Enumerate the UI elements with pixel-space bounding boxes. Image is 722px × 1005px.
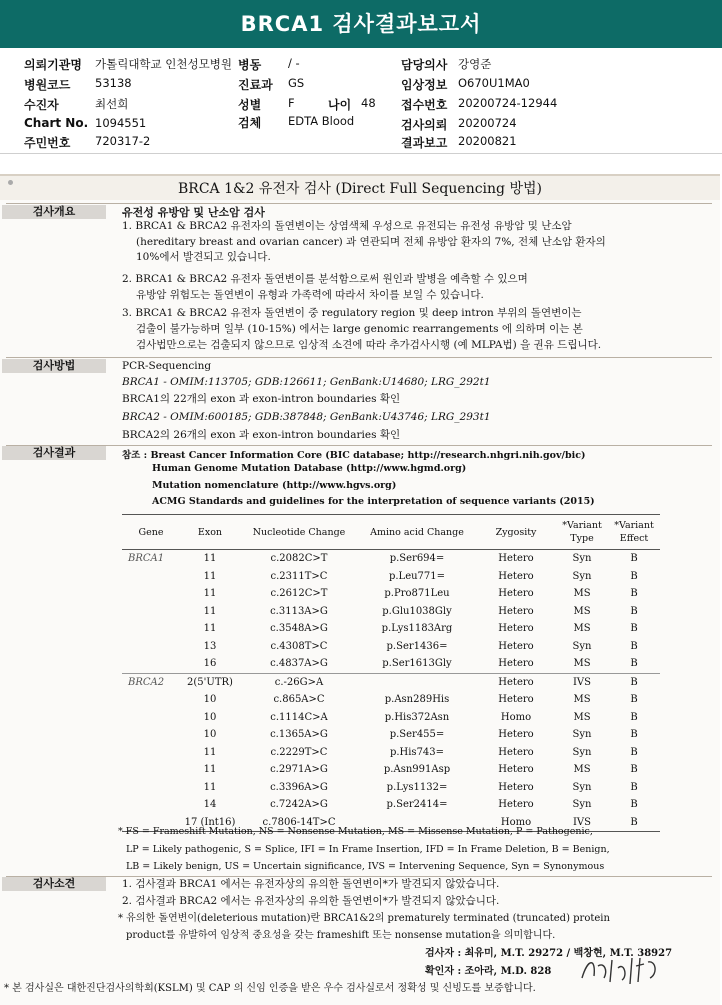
cell-nucleotide: c.7242A>G — [270, 799, 328, 811]
footnote-line: LP = Likely pathogenic, S = Splice, IFI = In Frame Insertion, IFD = In Frame Deletion, B = Benign, — [126, 844, 610, 855]
cell-zygosity: Hetero — [498, 729, 534, 741]
method-line: PCR-Sequencing — [122, 360, 212, 372]
cell-variant-type: MS — [573, 764, 591, 776]
age-label: 나이 — [328, 98, 352, 112]
overview-line: 2. BRCA1 & BRCA2 유전자 돌연변이를 분석함으로써 원인과 발병을 예측할 수 있으며 — [122, 273, 528, 285]
cell-variant-type: MS — [573, 605, 591, 617]
info-value: 53138 — [95, 76, 132, 90]
cell-variant-effect: B — [630, 605, 638, 617]
cell-exon: 10 — [203, 694, 217, 706]
cell-amino-acid: p.Asn289His — [384, 694, 450, 706]
col-header-zygosity: Zygosity — [476, 515, 556, 550]
method-line: BRCA1의 22개의 exon 과 exon-intron boundaries 확인 — [122, 393, 401, 405]
cell-gene — [122, 744, 180, 762]
cell-nucleotide: c.2612C>T — [270, 588, 328, 600]
cell-variant-type: MS — [573, 588, 591, 600]
cell-exon: 2(5'UTR) — [180, 673, 240, 691]
overview-line: 유방암 위험도는 돌연변이 유형과 가족력에 따라서 차이를 보일 수 있습니다. — [136, 289, 484, 301]
cell-nucleotide: c.2229T>C — [270, 746, 328, 758]
table-row — [122, 691, 660, 709]
info-label: Chart No. — [24, 116, 89, 130]
cell-variant-type: Syn — [572, 570, 592, 582]
cell-amino-acid: p.His743= — [389, 746, 445, 758]
info-value: 가톨릭대학교 인천성모병원 — [95, 57, 232, 71]
cell-exon: 17 (Int16) — [184, 816, 236, 828]
cell-gene — [122, 779, 180, 797]
cell-nucleotide: c.3396A>G — [270, 781, 328, 793]
header-divider — [0, 153, 722, 154]
col-header-variant-type: *Variant Type — [556, 515, 608, 550]
cell-zygosity: Hetero — [498, 658, 534, 670]
cell-amino-acid: p.Lys1132= — [386, 781, 448, 793]
cell-variant-type: IVS — [556, 673, 608, 691]
info-value: 720317-2 — [95, 134, 151, 148]
cell-exon: 11 — [203, 746, 217, 758]
cell-gene — [122, 620, 180, 638]
cell-amino-acid: p.Leu771= — [388, 570, 446, 582]
table-row — [122, 655, 660, 673]
cell-variant-type: Syn — [572, 799, 592, 811]
dept-value: GS — [288, 76, 305, 90]
info-label: 수진자 — [24, 98, 59, 112]
cell-variant-effect: B — [630, 764, 638, 776]
cell-variant-type: MS — [573, 711, 591, 723]
cell-exon: 14 — [203, 799, 217, 811]
cell-gene: BRCA1 — [128, 553, 165, 565]
cell-nucleotide: c.1365A>G — [270, 729, 328, 741]
cell-variant-effect: B — [630, 746, 638, 758]
cell-exon: 11 — [203, 623, 217, 635]
reference-line: Human Genome Mutation Database (http://www.hgmd.org) — [152, 463, 467, 474]
cell-amino-acid: p.Ser694= — [389, 553, 445, 565]
cell-nucleotide: c.3548A>G — [270, 623, 328, 635]
cell-amino-acid: p.Pro871Leu — [384, 588, 450, 600]
cell-variant-type: Syn — [572, 746, 592, 758]
cell-amino-acid: p.Lys1183Arg — [381, 623, 453, 635]
cell-nucleotide: c.4837A>G — [270, 658, 328, 670]
cell-zygosity: Hetero — [498, 553, 534, 565]
cell-variant-type: MS — [573, 623, 591, 635]
cell-gene — [122, 761, 180, 779]
cell-exon: 11 — [203, 605, 217, 617]
method-line: BRCA2의 26개의 exon 과 exon-intron boundaries 확인 — [122, 429, 401, 441]
cell-gene — [122, 709, 180, 727]
cell-zygosity: Hetero — [498, 746, 534, 758]
cell-variant-effect: B — [630, 553, 638, 565]
cell-gene — [122, 655, 180, 673]
cell-variant-type: Syn — [572, 781, 592, 793]
category-label: 검사방법 — [2, 359, 106, 373]
info-value: 강영준 — [458, 57, 492, 71]
cell-amino-acid: p.Ser455= — [389, 729, 445, 741]
col-header-exon: Exon — [180, 515, 240, 550]
cell-amino-acid: p.Ser1436= — [386, 640, 448, 652]
cell-gene — [122, 603, 180, 621]
cell-zygosity: Hetero — [498, 640, 534, 652]
cell-zygosity: Hetero — [498, 623, 534, 635]
info-label: 병원코드 — [24, 78, 71, 92]
info-label: 주민번호 — [24, 136, 71, 150]
cell-gene — [122, 726, 180, 744]
cell-gene: BRCA2 — [122, 673, 180, 691]
table-row — [122, 761, 660, 779]
overview-line: 1. BRCA1 & BRCA2 유전자의 돌연변이는 상염색체 우성으로 유전되는 유전성 유방암 및 난소암 — [122, 220, 572, 232]
specimen-label: 검체 — [238, 116, 262, 130]
category-label: 검사소견 — [2, 877, 106, 891]
cell-variant-effect: B — [630, 658, 638, 670]
cell-amino-acid: p.Ser2414= — [386, 799, 448, 811]
cell-variant-effect: B — [630, 711, 638, 723]
cell-variant-type: IVS — [572, 816, 592, 828]
cell-zygosity: Hetero — [498, 799, 534, 811]
method-line: BRCA2 - OMIM:600185; GDB:387848; GenBank:U43746; LRG_293t1 — [122, 411, 491, 423]
cell-nucleotide: c.7806-14T>C — [262, 816, 336, 828]
info-value: 20200724-12944 — [458, 96, 558, 110]
cell-amino-acid: p.Ser1613Gly — [382, 658, 452, 670]
cell-nucleotide: c.2311T>C — [270, 570, 328, 582]
cell-amino-acid: p.His372Asn — [384, 711, 450, 723]
cell-zygosity: Hetero — [498, 605, 534, 617]
cell-nucleotide: c.2971A>G — [270, 764, 328, 776]
info-value: 20200724 — [458, 116, 517, 130]
table-row — [122, 744, 660, 762]
cell-nucleotide: c.1114C>A — [270, 711, 328, 723]
table-header-row — [122, 515, 660, 550]
info-value: 1094551 — [95, 116, 147, 130]
cell-variant-effect: B — [630, 623, 638, 635]
report-header — [0, 0, 722, 48]
info-value: 20200821 — [458, 134, 517, 148]
table-row — [122, 585, 660, 603]
tester-signature-line: 검사자 : 최유미, M.T. 29272 / 백창현, M.T. 38927 — [425, 948, 673, 959]
col-header-nucleotide: Nucleotide Change — [240, 515, 358, 550]
cell-variant-effect: B — [630, 640, 638, 652]
table-row — [122, 638, 660, 656]
cell-variant-effect: B — [630, 781, 638, 793]
bullet-dot — [8, 180, 13, 185]
age-value: 48 — [361, 96, 376, 110]
cell-exon: 10 — [203, 729, 217, 741]
category-label: 검사개요 — [2, 205, 106, 219]
cell-exon: 11 — [203, 588, 217, 600]
sex-value: F — [288, 96, 295, 110]
cell-exon: 11 — [203, 553, 217, 565]
table-row — [122, 620, 660, 638]
ward-label: 병동 — [238, 58, 262, 72]
variant-table — [122, 514, 660, 832]
cell-gene — [122, 691, 180, 709]
cell-nucleotide: c.2082C>T — [270, 553, 328, 565]
overview-line: 10%에서 발견되고 있습니다. — [136, 251, 271, 263]
table-row — [122, 726, 660, 744]
report-title: BRCA1 검사결과보고서 — [240, 12, 482, 36]
info-label: 결과보고 — [401, 136, 448, 150]
reference-line: ACMG Standards and guidelines for the interpretation of sequence variants (2015) — [152, 496, 595, 507]
divider — [6, 203, 712, 204]
cell-variant-type: Syn — [572, 553, 592, 565]
divider — [6, 357, 712, 358]
cell-zygosity: Homo — [500, 816, 532, 828]
cell-exon: 16 — [203, 658, 217, 670]
cell-gene — [122, 585, 180, 603]
cell-exon: 10 — [203, 711, 217, 723]
table-row — [122, 550, 660, 568]
cell-zygosity: Hetero — [476, 673, 556, 691]
info-value: 최선희 — [95, 97, 129, 111]
info-label: 의뢰기관명 — [24, 58, 82, 72]
footnote-line: LB = Likely benign, US = Uncertain significance, IVS = Intervening Sequence, Syn = Synonymous — [126, 861, 605, 872]
findings-line: product를 유발하여 임상적 중요성을 갖는 frameshift 또는 nonsense mutation을 의미합니다. — [126, 930, 556, 941]
info-value: O670U1MA0 — [458, 76, 530, 90]
info-label: 검사의뢰 — [401, 118, 448, 132]
col-header-amino-acid: Amino acid Change — [358, 515, 476, 550]
section-title: BRCA 1&2 유전자 검사 (Direct Full Sequencing 방법) — [178, 181, 542, 197]
cell-zygosity: Hetero — [498, 694, 534, 706]
cell-zygosity: Hetero — [498, 588, 534, 600]
sex-label: 성별 — [238, 98, 262, 112]
col-header-gene: Gene — [122, 515, 180, 550]
cell-variant-effect: B — [630, 816, 638, 828]
overview-heading: 유전성 유방암 및 난소암 검사 — [122, 206, 265, 219]
reference-line: Mutation nomenclature (http://www.hgvs.org) — [152, 480, 397, 491]
certification-note: * 본 검사실은 대한진단검사의학회(KSLM) 및 CAP 의 신임 인증을 받은 우수 검사실로서 정확성 및 신빙도를 보증합니다. — [4, 983, 536, 994]
cell-variant-effect: B — [608, 673, 660, 691]
cell-gene — [122, 638, 180, 656]
cell-amino-acid: p.Glu1038Gly — [382, 605, 452, 617]
reference-line: 참조 : Breast Cancer Information Core (BIC database; http://research.nhgri.nih.gov/bic) — [122, 450, 586, 461]
cell-exon: 11 — [203, 781, 217, 793]
findings-line: * 유의한 돌연변이(deleterious mutation)란 BRCA1&2의 prematurely terminated (truncated) protein — [118, 913, 610, 924]
table-row — [122, 568, 660, 586]
category-label: 검사결과 — [2, 446, 106, 460]
cell-variant-effect: B — [630, 799, 638, 811]
cell-exon: 11 — [203, 570, 217, 582]
cell-variant-type: MS — [573, 658, 591, 670]
overview-line: 3. BRCA1 & BRCA2 유전자 돌연변이 중 regulatory region 및 deep intron 부위의 돌연변이는 — [122, 307, 582, 319]
cell-zygosity: Hetero — [498, 570, 534, 582]
ward-value: / - — [288, 56, 300, 70]
cell-exon: 13 — [203, 640, 217, 652]
cell-zygosity: Hetero — [498, 781, 534, 793]
method-line: BRCA1 - OMIM:113705; GDB:126611; GenBank:U14680; LRG_292t1 — [122, 376, 491, 388]
overview-line: 검사법만으로는 검출되지 않으므로 임상적 소견에 따라 추가검사시행 (예 MLPA법) 을 권유 드립니다. — [136, 339, 602, 351]
cell-zygosity: Hetero — [498, 764, 534, 776]
specimen-value: EDTA Blood — [288, 114, 355, 128]
cell-variant-type: Syn — [572, 729, 592, 741]
cell-zygosity: Homo — [500, 711, 532, 723]
cell-variant-effect: B — [630, 694, 638, 706]
col-header-variant-effect: *Variant Effect — [608, 515, 660, 550]
dept-label: 진료과 — [238, 78, 273, 92]
table-row — [122, 779, 660, 797]
info-label: 임상정보 — [401, 78, 448, 92]
cell-gene — [122, 568, 180, 586]
cell-variant-effect: B — [630, 570, 638, 582]
cell-variant-effect: B — [630, 729, 638, 741]
info-label: 접수번호 — [401, 98, 448, 112]
cell-amino-acid: p.Asn991Asp — [383, 764, 451, 776]
table-row — [122, 603, 660, 621]
handwritten-signature — [578, 952, 668, 988]
divider — [6, 445, 712, 446]
overview-line: 검출이 불가능하며 일부 (10-15%) 에서는 large genomic rearrangements 에 의하며 이는 본 — [136, 323, 583, 335]
cell-exon: 11 — [203, 764, 217, 776]
cell-nucleotide: c.865A>C — [273, 694, 325, 706]
table-row — [122, 673, 660, 691]
findings-line: 2. 검사결과 BRCA2 에서는 유전자상의 유의한 돌연변이*가 발견되지 않았습니다. — [122, 895, 500, 907]
cell-nucleotide: c.3113A>G — [270, 605, 328, 617]
section-title-bar — [0, 174, 720, 200]
footnote-line: * FS = Frameshift Mutation, NS = Nonsense Mutation, MS = Missense Mutation, P = Pathogenic, — [118, 826, 593, 837]
info-label: 담당의사 — [401, 58, 448, 72]
findings-line: 1. 검사결과 BRCA1 에서는 유전자상의 유의한 돌연변이*가 발견되지 않았습니다. — [122, 878, 500, 890]
table-row — [122, 796, 660, 814]
cell-variant-type: Syn — [572, 640, 592, 652]
cell-variant-type: MS — [573, 694, 591, 706]
cell-variant-effect: B — [630, 588, 638, 600]
table-row — [122, 709, 660, 727]
overview-line: (hereditary breast and ovarian cancer) 과 연관되며 전체 유방암 환자의 7%, 전체 난소암 환자의 — [136, 236, 606, 248]
cell-amino-acid — [358, 673, 476, 691]
cell-nucleotide: c.4308T>C — [270, 640, 328, 652]
cell-gene — [122, 796, 180, 814]
cell-nucleotide: c.-26G>A — [240, 673, 358, 691]
confirmer-signature-line: 확인자 : 조아라, M.D. 828 — [425, 966, 552, 977]
